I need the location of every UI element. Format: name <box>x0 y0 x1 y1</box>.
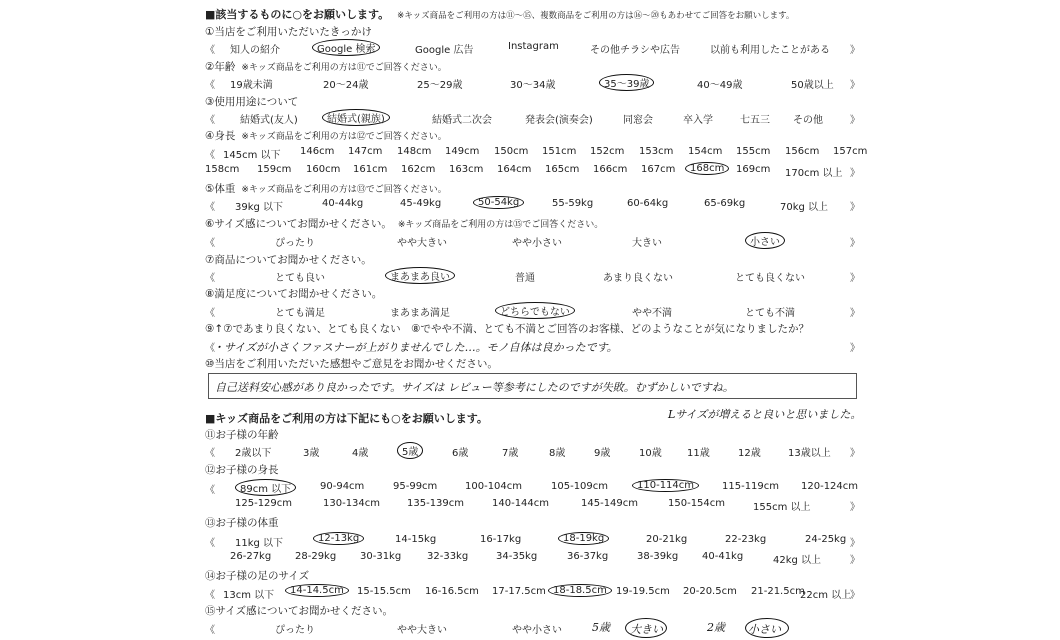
option-item: 13cm 以下 <box>223 590 275 601</box>
question-note: ※キッズ商品をご利用の方は⑮でご回答ください。 <box>397 220 604 230</box>
option-item: 4歳 <box>352 448 369 459</box>
option-item: 147cm <box>348 146 383 157</box>
option-row <box>205 534 865 549</box>
option-item: 140-144cm <box>492 498 550 509</box>
option-item: 28-29kg <box>295 551 337 562</box>
option-item: 157cm <box>833 146 868 157</box>
option-row <box>205 269 865 284</box>
option-item-circled: 35〜39歳 <box>599 74 654 91</box>
bracket-open: 《 <box>205 625 215 636</box>
question-note: ※キッズ商品をご利用の方は⑫でご回答ください。 <box>241 132 447 142</box>
option-item-circled: 110-114cm <box>632 479 699 492</box>
option-item: 24-25kg <box>805 534 847 545</box>
option-item: 160cm <box>306 164 341 175</box>
option-item: 161cm <box>353 164 388 175</box>
option-item: 150-154cm <box>668 498 726 509</box>
option-item: やや不満 <box>632 308 672 319</box>
option-item: 2歳以下 <box>235 448 272 459</box>
option-item: やや小さい <box>512 238 562 249</box>
bracket-close: 》 <box>850 115 860 126</box>
question-text: ③使用用途について <box>205 96 299 108</box>
bracket-open: 《 <box>205 45 215 56</box>
option-item: 42kg 以上 <box>773 555 822 566</box>
option-item: その他 <box>793 115 823 126</box>
option-item: 153cm <box>639 146 674 157</box>
bracket-close: 》 <box>850 80 860 91</box>
hand-drawn-circle <box>625 618 667 638</box>
option-item: 25〜29歳 <box>417 80 463 91</box>
option-item: その他チラシや広告 <box>590 45 680 56</box>
question-label <box>205 94 298 109</box>
option-item: 170cm 以上 <box>785 168 843 179</box>
option-item: 20〜24歳 <box>323 80 369 91</box>
bracket-close: 》 <box>850 502 860 513</box>
question-label <box>205 252 372 267</box>
question-text: ④身長 <box>205 130 236 142</box>
option-item: とても不満 <box>745 308 795 319</box>
option-item: やや大きい <box>397 238 447 249</box>
option-item: 90-94cm <box>320 481 365 492</box>
bracket-open: 《 <box>205 273 215 284</box>
option-item: 150cm <box>494 146 529 157</box>
option-item: 16-16.5cm <box>425 586 479 597</box>
bracket-open: 《 <box>205 343 215 354</box>
option-item: 45-49kg <box>400 198 442 209</box>
option-item: 130-134cm <box>323 498 381 509</box>
question-text: ⑤体重 <box>205 183 236 195</box>
option-row <box>205 551 865 566</box>
option-item: 165cm <box>545 164 580 175</box>
bracket-close: 》 <box>850 590 860 601</box>
bracket-close: 》 <box>850 448 860 459</box>
handwritten-text: Lサイズが増えると良いと思いました。 <box>668 408 862 421</box>
option-row <box>205 146 868 161</box>
bracket-open: 《 <box>205 80 215 91</box>
question-text: ⑮サイズ感についてお聞かせください。 <box>205 605 393 617</box>
handwritten-text: 小さい <box>748 623 781 636</box>
option-item: あまり良くない <box>603 273 673 284</box>
question-text: ⑬お子様の体重 <box>205 517 279 529</box>
option-item: やや小さい <box>512 625 562 636</box>
option-item: 知人の紹介 <box>230 45 280 56</box>
question-text: ⑩当店をご利用いただいた感想やご意見をお聞かせください。 <box>205 358 498 370</box>
option-item: 19歳未満 <box>230 80 273 91</box>
option-row <box>205 444 865 459</box>
option-item: 13歳以上 <box>788 448 831 459</box>
option-item: ぴったり <box>275 238 315 249</box>
section-note: ※キッズ商品をご利用の方は⑪〜⑮、複数商品をご利用の方は⑯〜⑳もあわせてご回答をお願いします。 <box>397 11 795 21</box>
option-item: 70kg 以上 <box>780 202 829 213</box>
option-item: 154cm <box>688 146 723 157</box>
option-item: 38-39kg <box>637 551 679 562</box>
option-item: 159cm <box>257 164 292 175</box>
option-item: 結婚式二次会 <box>432 115 492 126</box>
option-item-circled: 18-19kg <box>558 532 609 545</box>
option-item: とても良くない <box>735 273 805 284</box>
option-item-circled: 小さい <box>745 232 785 249</box>
option-item: 発表会(演奏会) <box>525 115 593 126</box>
option-item: 60-64kg <box>627 198 669 209</box>
option-item: 以前も利用したことがある <box>710 45 830 56</box>
section-title: ■該当するものに○をお願いします。 <box>205 8 390 21</box>
option-row <box>205 76 865 91</box>
handwritten-text: ・サイズが小さくファスナーが上がりませんでした…。モノ自体は良かったです。 <box>213 341 618 354</box>
option-item: 結婚式(友人) <box>240 115 298 126</box>
option-item: 164cm <box>497 164 532 175</box>
handwritten-text: 5歳 <box>592 621 610 634</box>
option-item: 20-21kg <box>646 534 688 545</box>
option-item: Instagram <box>508 41 559 52</box>
option-item: 135-139cm <box>407 498 465 509</box>
bracket-open: 《 <box>205 538 215 549</box>
bracket-close: 》 <box>850 343 860 354</box>
option-item: 40〜49歳 <box>697 80 743 91</box>
option-item: 50歳以上 <box>791 80 834 91</box>
question-label <box>205 286 382 301</box>
question-text: ①当店をご利用いただいたきっかけ <box>205 26 372 38</box>
question-label <box>205 24 372 39</box>
bracket-open: 《 <box>205 485 215 496</box>
option-item: 七五三 <box>740 115 770 126</box>
handwritten-text: 2歳 <box>707 621 725 634</box>
option-item-circled: 14-14.5cm <box>285 584 349 597</box>
question-label <box>205 568 309 583</box>
option-item: 11kg 以下 <box>235 538 284 549</box>
option-row <box>205 111 865 126</box>
option-item-circled: どちらでもない <box>495 302 575 319</box>
bracket-close: 》 <box>850 238 860 249</box>
option-item: 65-69kg <box>704 198 746 209</box>
option-item: 125-129cm <box>235 498 293 509</box>
bracket-close: 》 <box>850 202 860 213</box>
question-label <box>205 181 447 196</box>
bracket-close: 》 <box>850 538 860 549</box>
option-item: 163cm <box>449 164 484 175</box>
option-item: 30-31kg <box>360 551 402 562</box>
option-item: 3歳 <box>303 448 320 459</box>
bracket-open: 《 <box>205 308 215 319</box>
option-item: 149cm <box>445 146 480 157</box>
option-item: Google 広告 <box>415 45 474 56</box>
option-item-circled: 168cm <box>685 162 729 175</box>
question-text: ⑥サイズ感についてお聞かせください。 <box>205 218 392 230</box>
option-item: 95-99cm <box>393 481 438 492</box>
option-item: 26-27kg <box>230 551 272 562</box>
option-row <box>205 41 865 56</box>
option-item: 普通 <box>515 273 535 284</box>
question-note: ※キッズ商品をご利用の方は⑬でご回答ください。 <box>241 185 447 195</box>
option-item: 162cm <box>401 164 436 175</box>
option-item: 169cm <box>736 164 771 175</box>
option-item: 21-21.5cm <box>751 586 805 597</box>
option-item: 22-23kg <box>725 534 767 545</box>
option-item: 34-35kg <box>496 551 538 562</box>
bracket-close: 》 <box>850 168 860 179</box>
bracket-open: 《 <box>205 202 215 213</box>
option-item: 115-119cm <box>722 481 780 492</box>
option-item: 156cm <box>785 146 820 157</box>
option-item: 39kg 以下 <box>235 202 284 213</box>
option-row <box>205 586 865 601</box>
bracket-open: 《 <box>205 150 215 161</box>
option-item: 40-44kg <box>322 198 364 209</box>
option-item: 15-15.5cm <box>357 586 411 597</box>
option-row <box>205 164 865 179</box>
section-header <box>205 6 794 22</box>
option-item: 6歳 <box>452 448 469 459</box>
option-item: 151cm <box>542 146 577 157</box>
option-item: やや大きい <box>397 625 447 636</box>
option-item: 146cm <box>300 146 335 157</box>
option-row <box>205 304 865 319</box>
option-item: 14-15kg <box>395 534 437 545</box>
bracket-open: 《 <box>205 590 215 601</box>
option-item-circled: 50-54kg <box>473 196 524 209</box>
option-item: 167cm <box>641 164 676 175</box>
section-header <box>205 410 488 426</box>
section-title: ■キッズ商品をご利用の方は下記にも○をお願いします。 <box>205 412 488 425</box>
option-item-circled: 5歳 <box>397 442 423 459</box>
option-item-circled: 89cm 以下 <box>235 479 296 496</box>
question-text: ⑭お子様の足のサイズ <box>205 570 310 582</box>
question-text: ⑧満足度についてお聞かせください。 <box>205 288 383 300</box>
option-item: 32-33kg <box>427 551 469 562</box>
bracket-close: 》 <box>850 308 860 319</box>
hand-drawn-circle <box>745 618 789 638</box>
option-item: 145-149cm <box>581 498 639 509</box>
question-label <box>205 427 279 442</box>
bracket-open: 《 <box>205 448 215 459</box>
option-item: 152cm <box>590 146 625 157</box>
option-item: 7歳 <box>502 448 519 459</box>
option-item: 10歳 <box>639 448 662 459</box>
bracket-close: 》 <box>850 45 860 56</box>
option-item: 大きい <box>632 238 662 249</box>
bracket-close: 》 <box>850 273 860 284</box>
option-item-circled: 結婚式(親族) <box>322 109 390 126</box>
option-item: まあまあ満足 <box>390 308 450 319</box>
question-label <box>205 216 603 231</box>
option-row <box>205 198 865 213</box>
question-label <box>205 356 498 371</box>
question-label <box>205 603 393 618</box>
question-label <box>205 462 279 477</box>
option-row <box>205 498 865 513</box>
option-item: 158cm <box>205 164 240 175</box>
question-label <box>205 59 447 74</box>
option-item: 11歳 <box>687 448 710 459</box>
option-item: 8歳 <box>549 448 566 459</box>
option-item: 19-19.5cm <box>616 586 670 597</box>
question-text: ⑪お子様の年齢 <box>205 429 279 441</box>
handwritten-text: 大きい <box>630 623 663 636</box>
option-item-circled: 12-13kg <box>313 532 364 545</box>
handwritten-text: 自己送料安心感があり良かったです。サイズは レビュー等参考にしたのですが失敗。むずかしいですね。 <box>215 381 734 394</box>
option-item: 155cm <box>736 146 771 157</box>
option-item: 100-104cm <box>465 481 523 492</box>
option-item: とても良い <box>275 273 325 284</box>
option-item: 9歳 <box>594 448 611 459</box>
question-note: ※キッズ商品をご利用の方は⑪でご回答ください。 <box>241 63 447 73</box>
option-item: ぴったり <box>275 625 315 636</box>
question-text: ②年齢 <box>205 61 236 73</box>
bracket-open: 《 <box>205 238 215 249</box>
option-item-circled: Google 検索 <box>312 39 380 56</box>
option-item: とても満足 <box>275 308 325 319</box>
option-item: 105-109cm <box>551 481 609 492</box>
question-text: ⑨↑⑦であまり良くない、とても良くない ⑧でやや不満、とても不満とご回答のお客様、どのようなことが気になりましたか？ <box>205 323 810 335</box>
option-item: 16-17kg <box>480 534 522 545</box>
question-label <box>205 321 809 336</box>
option-item: 40-41kg <box>702 551 744 562</box>
question-text: ⑦商品についてお聞かせください。 <box>205 254 372 266</box>
option-item: 148cm <box>397 146 432 157</box>
option-row <box>205 481 865 496</box>
question-label <box>205 515 279 530</box>
bracket-open: 《 <box>205 115 215 126</box>
option-item: 22cm 以上 <box>800 590 852 601</box>
option-item: 17-17.5cm <box>492 586 546 597</box>
option-item: 120-124cm <box>801 481 859 492</box>
option-item: 36-37kg <box>567 551 609 562</box>
option-row <box>205 234 865 249</box>
option-item: 155cm 以上 <box>753 502 811 513</box>
option-item: 30〜34歳 <box>510 80 556 91</box>
option-item-circled: まあまあ良い <box>385 267 455 284</box>
bracket-close: 》 <box>850 555 860 566</box>
option-item: 12歳 <box>738 448 761 459</box>
option-item: 卒入学 <box>683 115 713 126</box>
question-text: ⑫お子様の身長 <box>205 464 279 476</box>
option-item: 166cm <box>593 164 628 175</box>
question-label <box>205 128 447 143</box>
option-item: 55-59kg <box>552 198 594 209</box>
option-item: 20-20.5cm <box>683 586 737 597</box>
option-item: 同窓会 <box>623 115 653 126</box>
option-item-circled: 18-18.5cm <box>548 584 612 597</box>
option-item: 145cm 以下 <box>223 150 281 161</box>
